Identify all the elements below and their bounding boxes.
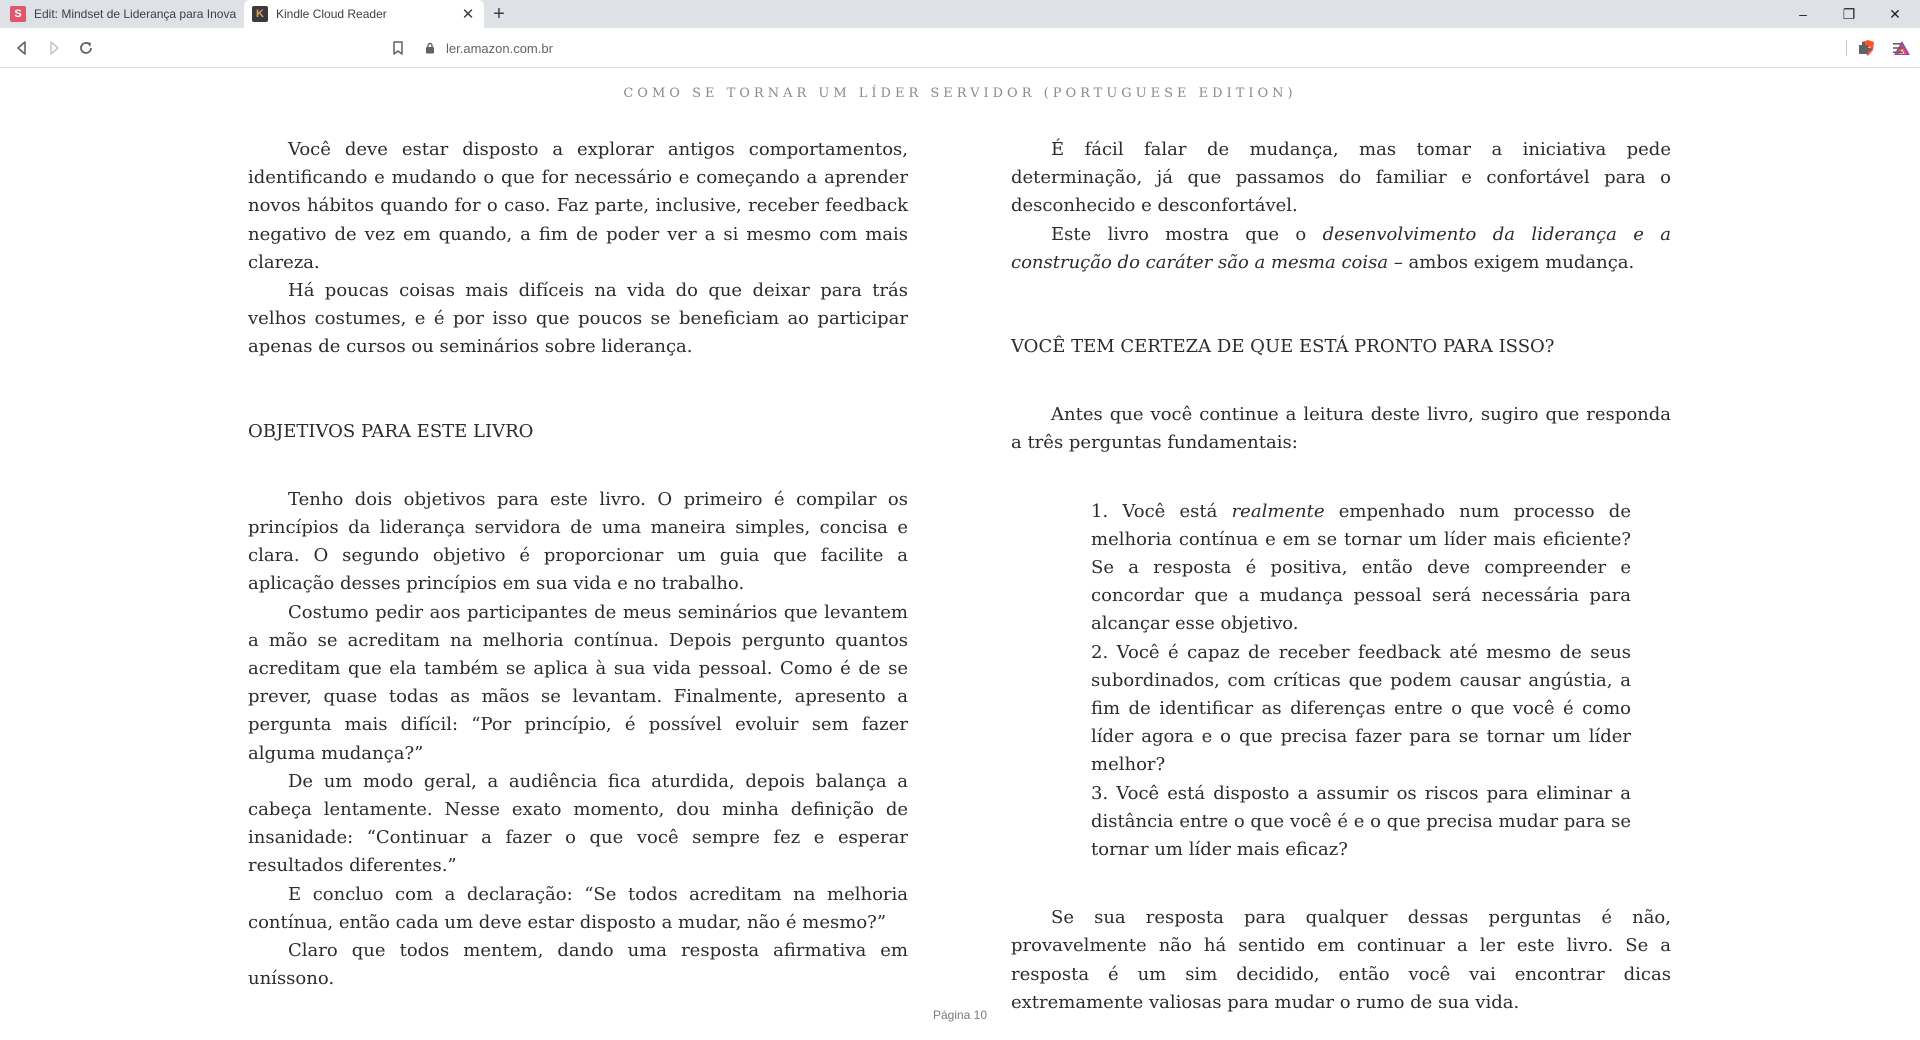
section-heading: VOCÊ TEM CERTEZA DE QUE ESTÁ PRONTO PARA ISSO? xyxy=(1011,336,1555,358)
minimize-button[interactable]: – xyxy=(1799,6,1807,22)
right-page-column xyxy=(1011,136,1671,1017)
question-item: 1. Você está realmente empenhado num processo de melhoria contínua e em se tornar um líder mais eficiente? Se a resposta é positiva, então deve compreender e concordar que a mudança pessoal será necessária para alcançar esse objetivo. xyxy=(1091,500,1631,635)
left-page-column xyxy=(248,136,908,990)
lock-icon xyxy=(420,38,440,58)
paragraph: Se sua resposta para qualquer dessas perguntas é não, provavelmente não há sentido em continuar a ler este livro. Se a resposta é um sim decidido, então você vai encontrar dicas extremamente valiosas para mudar o rumo de sua vida. xyxy=(1011,907,1671,1013)
tab-title: Kindle Cloud Reader xyxy=(276,7,387,21)
close-window-button[interactable]: ✕ xyxy=(1889,5,1901,22)
browser-toolbar xyxy=(0,28,1920,68)
paragraph: Tenho dois objetivos para este livro. O primeiro é compilar os princípios da liderança servidora de uma maneira simples, concisa e clara. O segundo objetivo é proporcionar um guia que facilite a aplicação desses princípios em sua vida e no trabalho. xyxy=(248,488,908,595)
page-number: Página 10 xyxy=(932,1008,988,1022)
question-item: 2. Você é capaz de receber feedback até mesmo de seus subordinados, com críticas que podem causar angústia, a fim de identificar as diferenças entre o que você é como líder agora e o que precisa fazer para se tornar um líder melhor? xyxy=(1091,641,1631,776)
reload-icon[interactable] xyxy=(74,36,98,60)
site-favicon-icon: S xyxy=(10,6,26,22)
emphasis-text: desenvolvimento da liderança e a construção do caráter são a mesma coisa xyxy=(1011,223,1672,273)
tab-title: Edit: Mindset de Liderança para Inova xyxy=(34,7,237,21)
omnibox-divider xyxy=(1846,40,1847,56)
menu-icon[interactable] xyxy=(1886,36,1910,60)
paragraph: Há poucas coisas mais difíceis na vida do que deixar para trás velhos costumes, e é por isso que poucos se beneficiam ao participar apenas de cursos ou seminários sobre liderança. xyxy=(248,280,908,358)
question-list xyxy=(1091,498,1631,865)
back-icon[interactable] xyxy=(10,36,34,60)
extensions-icon[interactable] xyxy=(1852,36,1876,60)
restore-button[interactable]: ❐ xyxy=(1842,5,1856,22)
url-text: ler.amazon.com.br xyxy=(446,40,553,56)
tab-edit-mindset[interactable] xyxy=(0,0,244,28)
paragraph: Costumo pedir aos participantes de meus seminários que levantem a mão se acreditam na melhoria contínua. Depois pergunto quantos acreditam que ela também se aplica à sua vida pessoal. Como é de se prever, quase todas as mãos se levantam. Finalmente, apresento a pergunta mais difícil: “Por princípio, é possível evoluir sem fazer alguma mudança?” xyxy=(248,601,908,764)
book-title: COMO SE TORNAR UM LÍDER SERVIDOR (PORTUGUESE EDITION) xyxy=(623,86,1297,101)
emphasis-text: realmente xyxy=(1231,500,1325,522)
paragraph: É fácil falar de mudança, mas tomar a iniciativa pede determinação, já que passamos do familiar e confortável para o desconhecido e desconfortável. xyxy=(1011,139,1671,217)
paragraph: Antes que você continue a leitura deste livro, sugiro que responda a três perguntas fundamentais: xyxy=(1011,404,1671,454)
paragraph: E concluo com a declaração: “Se todos acreditam na melhoria contínua, então cada um deve estar disposto a mudar, não é mesmo?” xyxy=(248,883,908,933)
paragraph: Você deve estar disposto a explorar antigos comportamentos, identificando e mudando o que for necessário e começando a aprender novos hábitos quando for o caso. Faz parte, inclusive, receber feedback negativo de vez em quando, a fim de poder ver a si mesmo com mais clareza. xyxy=(248,139,908,273)
tab-strip xyxy=(0,0,1920,28)
close-tab-icon[interactable]: ✕ xyxy=(461,6,475,23)
tab-kindle-cloud-reader[interactable] xyxy=(244,0,484,28)
paragraph: Claro que todos mentem, dando uma resposta afirmativa em uníssono. xyxy=(248,940,908,990)
address-bar[interactable] xyxy=(420,34,1500,62)
question-item: 3. Você está disposto a assumir os riscos para eliminar a distância entre o que você é e o que precisa mudar para se tornar um líder mais eficaz? xyxy=(1091,782,1631,861)
forward-icon[interactable] xyxy=(42,36,66,60)
paragraph: De um modo geral, a audiência fica aturdida, depois balança a cabeça lentamente. Nesse exato momento, dou minha definição de insanidade: “Continuar a fazer o que você sempre fez e esperar resultados diferentes.” xyxy=(248,770,908,877)
bookmark-icon[interactable] xyxy=(386,36,410,60)
new-tab-button[interactable]: + xyxy=(493,2,505,25)
section-heading: OBJETIVOS PARA ESTE LIVRO xyxy=(248,420,534,442)
kindle-favicon-icon: K xyxy=(252,6,268,22)
paragraph: Este livro mostra que o desenvolvimento da liderança e a construção do caráter são a mesma coisa – ambos exigem mudança. xyxy=(1011,223,1672,273)
